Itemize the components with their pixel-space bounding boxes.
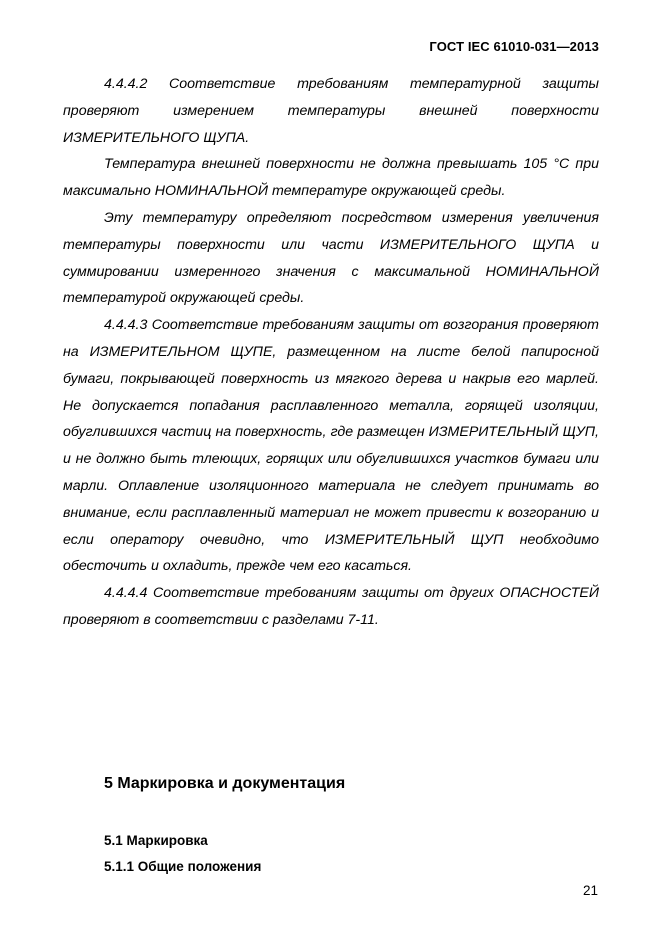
- paragraph-temperature-method: Эту температуру определяют посредством измерения увеличения температуры поверхности или части ИЗМЕРИТЕЛЬНОГО ЩУПА и суммировании измеренного значения с максимальной НОМИНАЛЬНОЙ температурой окружающей среды.: [63, 209, 599, 307]
- section-heading: 5 Маркировка и документация: [104, 775, 346, 792]
- page-number: 21: [582, 883, 598, 898]
- paragraph-temperature-limit: Температура внешней поверхности не должна превышать 105 °С при максимально НОМИНАЛЬНОЙ температуре окружающей среды.: [63, 156, 599, 200]
- body-text: [63, 71, 599, 634]
- paragraph-4-4-4-2: 4.4.4.2 Соответствие требованиям температурной защиты проверяют измерением температуры внешней поверхности ИЗМЕРИТЕЛЬНОГО ЩУПА.: [63, 76, 599, 146]
- subsection-heading: 5.1 Маркировка: [104, 833, 208, 848]
- paragraph-4-4-4-3: 4.4.4.3 Соответствие требованиям защиты от возгорания проверяют на ИЗМЕРИТЕЛЬНОМ ЩУПЕ, размещенном на листе белой папиросной бумаги, покрывающей поверхность из мягкого дерева и накрыв его марлей. Не допускается попадания расплавленного металла, горящей изоляции, обуглившихся частиц на поверхность, где размещен ИЗМЕРИТЕЛЬНЫЙ ЩУП, и не должно быть тлеющих, горящих или обуглившихся участков бумаги или марли. Оплавление изоляционного материала не следует принимать во внимание, если расплавленный материал не может привести к возгоранию и если оператору очевидно, что ИЗМЕРИТЕЛЬНЫЙ ЩУП необходимо обесточить и охладить, прежде чем его касаться.: [63, 317, 599, 575]
- paragraph-4-4-4-4: 4.4.4.4 Соответствие требованиям защиты от других ОПАСНОСТЕЙ проверяют в соответствии с разделами 7-11.: [63, 585, 599, 628]
- standard-header: ГОСТ IEC 61010-031—2013: [429, 39, 599, 54]
- subsubsection-heading: 5.1.1 Общие положения: [104, 859, 262, 874]
